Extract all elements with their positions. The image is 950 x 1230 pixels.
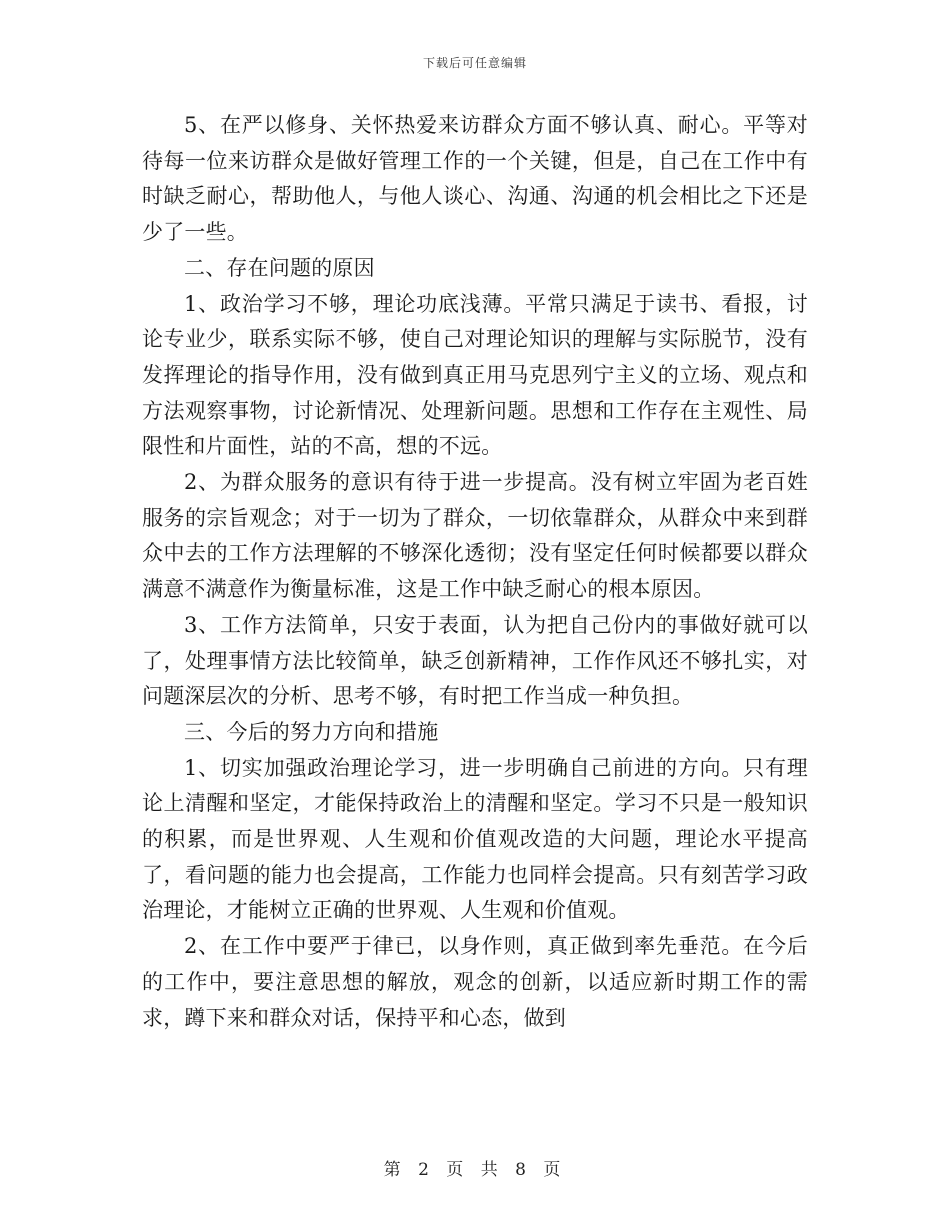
paragraph-measure-2: 2、在工作中要严于律已，以身作则，真正做到率先垂范。在今后的工作中，要注意思想的解放，观念的创新，以适应新时期工作的需求，蹲下来和群众对话，保持平和心态，做到 bbox=[142, 934, 808, 1030]
paragraph-measure-1: 1、切实加强政治理论学习，进一步明确自己前进的方向。只有理论上清醒和坚定，才能保持政治上的清醒和坚定。学习不只是一般知识的积累，而是世界观、人生观和价值观改造的大问题，理论水平提高了，看问题的能力也会提高，工作能力也同样会提高。只有刻苦学习政治理论，才能树立正确的世界观、人生观和价值观。 bbox=[142, 755, 808, 923]
paragraph-cause-2: 2、为群众服务的意识有待于进一步提高。没有树立牢固为老百姓服务的宗旨观念；对于一切为了群众，一切依靠群众，从群众中来到群众中去的工作方法理解的不够深化透彻；没有坚定任何时候都要以群众满意不满意作为衡量标准，这是工作中缺乏耐心的根本原因。 bbox=[142, 470, 808, 602]
paragraph-cause-1: 1、政治学习不够，理论功底浅薄。平常只满足于读书、看报，讨论专业少，联系实际不够，使自己对理论知识的理解与实际脱节，没有发挥理论的指导作用，没有做到真正用马克思列宁主义的立场、观点和方法观察事物，讨论新情况、处理新问题。思想和工作存在主观性、局限性和片面性，站的不高，想的不远。 bbox=[142, 291, 808, 459]
paragraph-cause-3: 3、工作方法简单，只安于表面，认为把自己份内的事做好就可以了，处理事情方法比较简单，缺乏创新精神，工作作风还不够扎实，对问题深层次的分析、思考不够，有时把工作当成一种负担。 bbox=[142, 612, 808, 709]
header-note: 下载后可任意编辑 bbox=[422, 56, 527, 70]
document-body bbox=[142, 108, 808, 1036]
paragraph-1: 5、在严以修身、关怀热爱来访群众方面不够认真、耐心。平等对待每一位来访群众是做好管理工作的一个关键，但是，自己在工作中有时缺乏耐心，帮助他人，与他人谈心、沟通、沟通的机会相比之下还是少了一些。 bbox=[142, 113, 808, 245]
section-heading-causes: 二、存在问题的原因 bbox=[184, 255, 375, 280]
section-heading-measures: 三、今后的努力方向和措施 bbox=[184, 719, 439, 744]
page-number: 第 2 页 共 8 页 bbox=[383, 1160, 567, 1180]
